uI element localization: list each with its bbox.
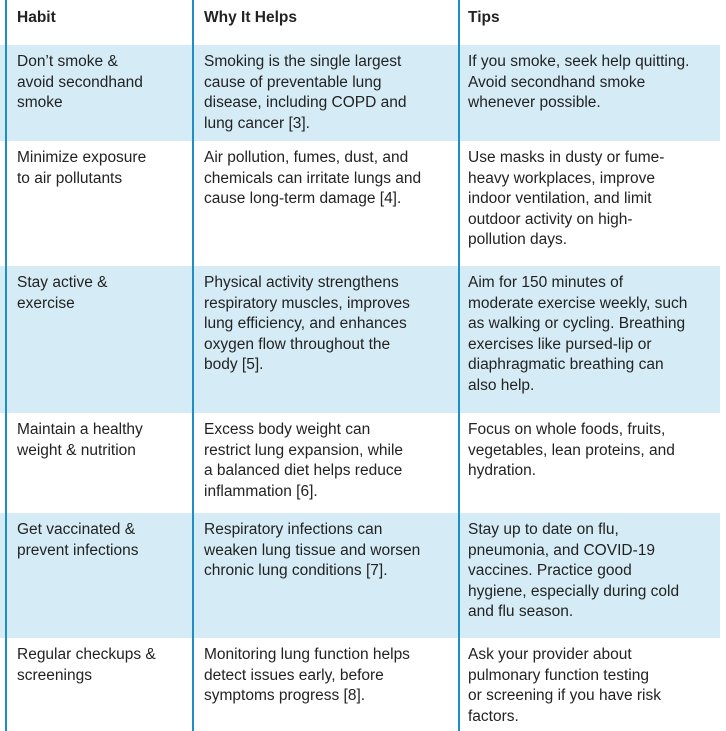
habit-cell [6,266,193,413]
why-cell [193,638,459,731]
column-rule-left [5,0,7,731]
table-header-row [0,0,720,45]
cell-line: diaphragmatic breathing can [468,356,664,374]
cell-line: whenever possible. [468,94,601,112]
table-row [0,141,720,266]
cell-line: Stay up to date on flu, [468,521,619,538]
cell-line: Physical activity strengthens [204,274,399,291]
cell-line: Excess body weight can [204,421,371,438]
why-cell [193,413,459,513]
cell-line: weight & nutrition [17,441,136,459]
cell-line: Get vaccinated & [17,521,136,538]
cell-line: If you smoke, seek help quitting. [468,53,690,70]
cell-line: exercise [17,294,75,312]
cell-line: chronic lung conditions [7]. [204,562,388,580]
table-row [0,513,720,638]
cell-line: and flu season. [468,603,574,621]
cell-line: symptoms progress [8]. [204,687,366,705]
cell-line: avoid secondhand [17,73,143,91]
cell-line: vaccines. Practice good [468,562,632,580]
cell-line: Focus on whole foods, fruits, [468,421,666,438]
cell-line: hygiene, especially during cold [468,582,680,600]
cell-line: Don’t smoke & [17,53,118,70]
cell-line: Air pollution, fumes, dust, and [204,149,409,166]
habit-cell [6,638,193,731]
habit-cell [6,513,193,638]
header-why-it-helps: Why It Helps [204,9,298,26]
cell-line: Respiratory infections can [204,521,383,538]
tips-cell [459,638,720,731]
tips-cell [459,266,720,413]
cell-line: outdoor activity on high- [468,210,633,228]
cell-line: lung efficiency, and enhances [204,315,407,333]
table-row [0,45,720,141]
cell-line: Stay active & [17,274,108,291]
why-cell [193,266,459,413]
column-rule-why-tips [458,0,460,731]
table-row [0,638,720,731]
cell-line: a balanced diet helps reduce [204,462,403,480]
header-tips: Tips [468,9,500,26]
cell-line: smoke [17,94,63,112]
cell-line: hydration. [468,462,537,480]
cell-line: chemicals can irritate lungs and [204,169,422,187]
cell-line: respiratory muscles, improves [204,294,410,312]
cell-line: Regular checkups & [17,646,156,663]
habit-cell [6,45,193,141]
cell-line: as walking or cycling. Breathing [468,315,686,333]
header-habit: Habit [17,9,56,26]
cell-line: inflammation [6]. [204,482,318,500]
cell-line: pulmonary function testing [468,666,649,684]
cell-line: screenings [17,666,92,684]
tips-cell [459,513,720,638]
tips-cell [459,413,720,513]
cell-line: restrict lung expansion, while [204,441,404,459]
cell-line: oxygen flow throughout the [204,335,391,353]
table-row [0,413,720,513]
cell-line: Avoid secondhand smoke [468,73,646,91]
cell-line: moderate exercise weekly, such [468,294,688,312]
cell-line: Maintain a healthy [17,421,143,438]
cell-line: cause of preventable lung [204,73,382,91]
why-cell [193,141,459,266]
cell-line: prevent infections [17,541,139,559]
cell-line: weaken lung tissue and worsen [204,541,421,559]
why-cell [193,45,459,141]
cell-line: pollution days. [468,231,568,249]
column-rule-habit-why [192,0,194,731]
cell-line: exercises like pursed-lip or [468,335,652,353]
cell-line: Minimize exposure [17,149,147,166]
cell-line: pneumonia, and COVID-19 [468,541,655,559]
cell-line: factors. [468,707,519,725]
cell-line: also help. [468,376,535,394]
cell-line: detect issues early, before [204,666,384,684]
why-cell [193,513,459,638]
cell-line: or screening if you have risk [468,687,661,705]
tips-cell [459,45,720,141]
habit-cell [6,141,193,266]
cell-line: Use masks in dusty or fume- [468,149,665,166]
cell-line: lung cancer [3]. [204,114,310,132]
cell-line: Aim for 150 minutes of [468,274,624,291]
cell-line: disease, including COPD and [204,94,407,112]
cell-line: cause long-term damage [4]. [204,190,402,208]
cell-line: Monitoring lung function helps [204,646,410,663]
cell-line: indoor ventilation, and limit [468,190,652,208]
cell-line: Ask your provider about [468,646,632,663]
cell-line: heavy workplaces, improve [468,169,655,187]
cell-line: vegetables, lean proteins, and [468,441,675,459]
cell-line: to air pollutants [17,169,123,187]
cell-line: body [5]. [204,356,264,374]
table-row [0,266,720,413]
cell-line: Smoking is the single largest [204,53,402,70]
tips-cell [459,141,720,266]
habit-cell [6,413,193,513]
